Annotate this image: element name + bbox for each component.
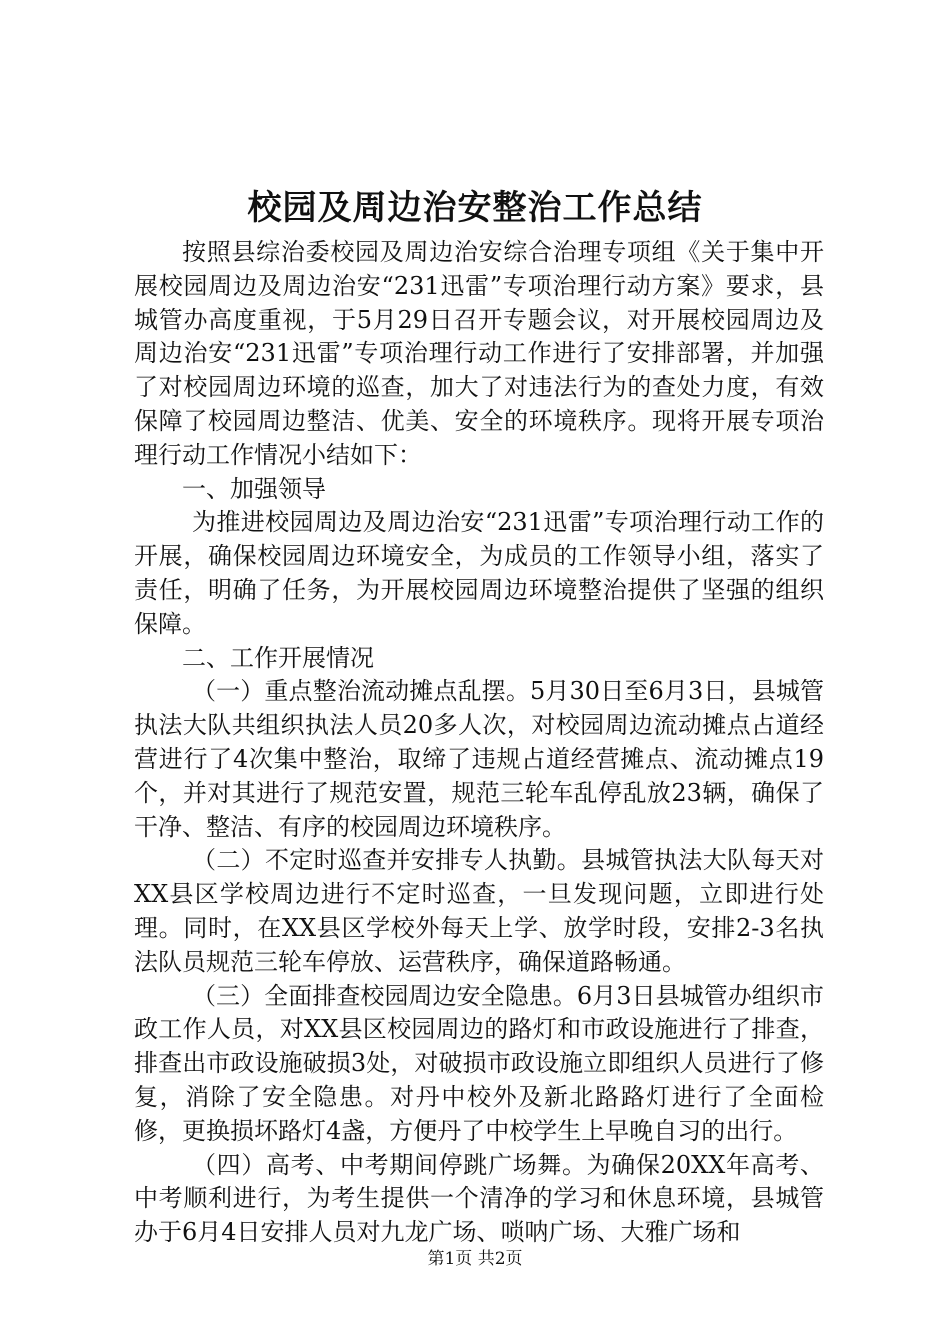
work-item-4-paragraph: （四）高考、中考期间停跳广场舞。为确保20XX年高考、中考顺利进行，为考生提供一个清净的学习和休息环境，县城管办于6月4日安排人员对九龙广场、唢呐广场、大雅广场和 <box>134 1150 824 1247</box>
work-item-1-paragraph: （一）重点整治流动摊点乱摆。5月30日至6月3日，县城管执法大队共组织执法人员20多人次，对校园周边流动摊点占道经营进行了4次集中整治，取缔了违规占道经营摊点、流动摊点19个，并对其进行了规范安置，规范三轮车乱停乱放23辆，确保了干净、整洁、有序的校园周边环境秩序。 <box>134 677 824 841</box>
document-title: 校园及周边治安整治工作总结 <box>247 188 703 228</box>
intro-paragraph: 按照县综治委校园及周边治安综合治理专项组《关于集中开展校园周边及周边治安“231迅雷”专项治理行动方案》要求，县城管办高度重视，于5月29日召开专题会议，对开展校园周边及周边治安“231迅雷”专项治理行动工作进行了安排部署，并加强了对校园周边环境的巡查，加大了对违法行为的查处力度，有效保障了校园周边整洁、优美、安全的环境秩序。现将开展专项治理行动工作情况小结如下： <box>134 238 824 469</box>
section-heading-leadership: 一、加强领导 <box>182 474 326 503</box>
page-indicator: 第1页 共2页 <box>427 1249 523 1269</box>
work-item-3-paragraph: （三）全面排查校园周边安全隐患。6月3日县城管办组织市政工作人员，对XX县区校园周边的路灯和市政设施进行了排查，排查出市政设施破损3处，对破损市政设施立即组织人员进行了修复，消除了安全隐患。对丹中校外及新北路路灯进行了全面检修，更换损坏路灯4盏，方便丹了中校学生上早晚自习的出行。 <box>134 981 824 1145</box>
document-body <box>134 236 824 1250</box>
leadership-paragraph: 为推进校园周边及周边治安“231迅雷”专项治理行动工作的开展，确保校园周边环境安全，为成员的工作领导小组，落实了责任，明确了任务，为开展校园周边环境整治提供了坚强的组织保障。 <box>134 508 824 638</box>
section-heading-work-progress: 二、工作开展情况 <box>182 643 374 672</box>
work-item-2-paragraph: （二）不定时巡查并安排专人执勤。县城管执法大队每天对XX县区学校周边进行不定时巡查，一旦发现问题，立即进行处理。同时，在XX县区学校外每天上学、放学时段，安排2-3名执法队员规范三轮车停放、运营秩序，确保道路畅通。 <box>134 846 824 976</box>
